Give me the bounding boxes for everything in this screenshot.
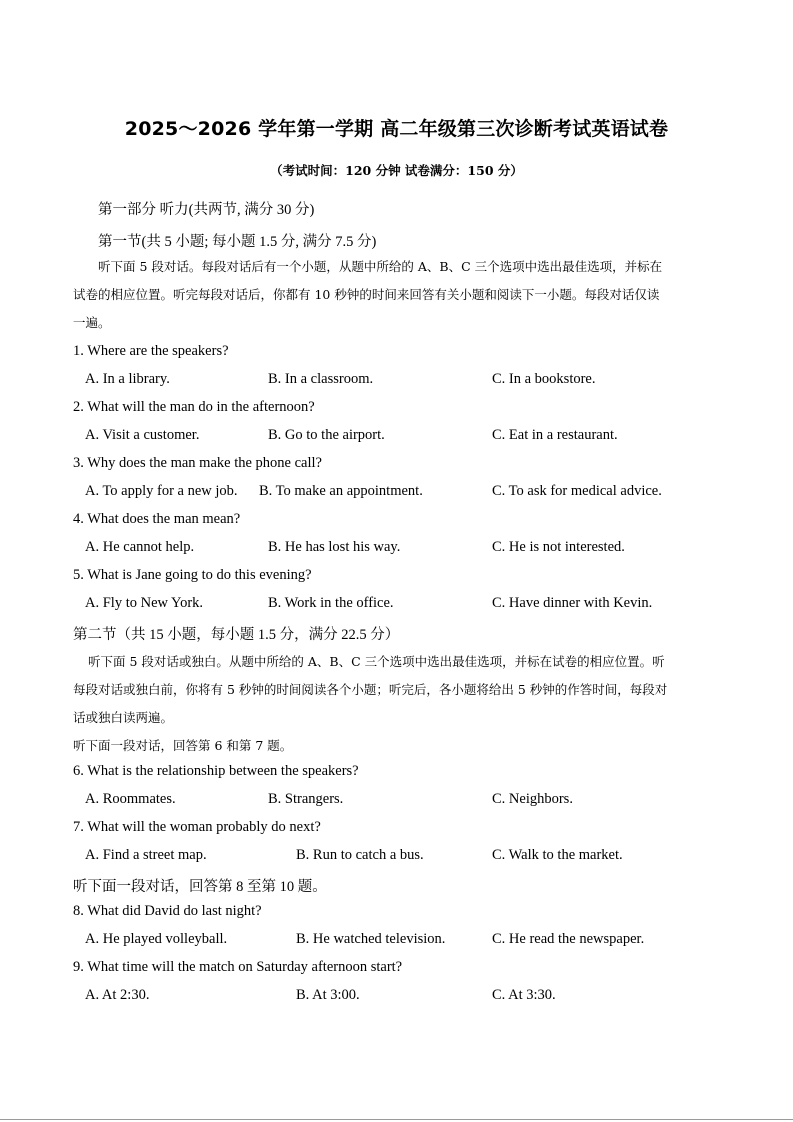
section-1-instruction-line: 试卷的相应位置。听完每段对话后，你都有 10 秒钟的时间来回答有关小题和阅读下一小题。每段对话仅读 bbox=[73, 287, 660, 302]
section-2-instruction-line: 话或独白读两遍。 bbox=[73, 710, 174, 725]
question-9-stem: 9. What time will the match on Saturday afternoon start? bbox=[73, 959, 403, 975]
question-1-option-b: B. In a classroom. bbox=[268, 371, 374, 387]
question-6-option-a: A. Roommates. bbox=[85, 791, 176, 807]
section-1-instruction-line: 听下面 5 段对话。每段对话后有一个小题，从题中所给的 A、B、C 三个选项中选出最佳选项，并标在 bbox=[98, 259, 663, 274]
question-8-option-b: B. He watched television. bbox=[296, 931, 446, 947]
question-8-option-c: C. He read the newspaper. bbox=[492, 931, 645, 947]
section-1-heading: 第一节(共 5 小题; 每小题 1.5 分, 满分 7.5 分) bbox=[98, 234, 377, 250]
question-5-option-a: A. Fly to New York. bbox=[85, 595, 204, 611]
question-9-option-a: A. At 2:30. bbox=[85, 987, 150, 1003]
question-7-option-c: C. Walk to the market. bbox=[492, 847, 623, 863]
question-5-option-c: C. Have dinner with Kevin. bbox=[492, 595, 653, 611]
question-1-option-a: A. In a library. bbox=[85, 371, 170, 387]
question-3-option-a: A. To apply for a new job. bbox=[85, 483, 238, 499]
directive-q8-q10: 听下面一段对话，回答第 8 至第 10 题。 bbox=[73, 879, 327, 895]
section-2-instruction-line: 听下面 5 段对话或独白。从题中所给的 A、B、C 三个选项中选出最佳选项，并标在试卷的相应位置。听 bbox=[88, 654, 665, 669]
question-2-option-a: A. Visit a customer. bbox=[85, 427, 200, 443]
part-1-heading: 第一部分 听力(共两节, 满分 30 分) bbox=[98, 202, 315, 218]
question-4-option-a: A. He cannot help. bbox=[85, 539, 195, 555]
question-1-option-c: C. In a bookstore. bbox=[492, 371, 596, 387]
section-2-instruction-line: 每段对话或独白前，你将有 5 秒钟的时间阅读各个小题；听完后，各小题将给出 5 秒钟的作答时间，每段对 bbox=[73, 682, 668, 697]
exam-subtitle: （考试时间：120 分钟 试卷满分：150 分） bbox=[270, 163, 523, 178]
question-5-option-b: B. Work in the office. bbox=[268, 595, 394, 611]
section-1-instruction-line: 一遍。 bbox=[73, 315, 111, 330]
question-2-stem: 2. What will the man do in the afternoon? bbox=[73, 399, 315, 415]
question-7-option-b: B. Run to catch a bus. bbox=[296, 847, 424, 863]
question-5-stem: 5. What is Jane going to do this evening? bbox=[73, 567, 312, 583]
question-8-stem: 8. What did David do last night? bbox=[73, 903, 262, 919]
exam-title: 2025～2026 学年第一学期 高二年级第三次诊断考试英语试卷 bbox=[124, 118, 669, 140]
directive-q6-q7: 听下面一段对话，回答第 6 和第 7 题。 bbox=[73, 738, 293, 753]
question-7-option-a: A. Find a street map. bbox=[85, 847, 207, 863]
question-2-option-b: B. Go to the airport. bbox=[268, 427, 385, 443]
question-8-option-a: A. He played volleyball. bbox=[85, 931, 228, 947]
question-9-option-b: B. At 3:00. bbox=[296, 987, 360, 1003]
section-2-heading: 第二节（共 15 小题，每小题 1.5 分，满分 22.5 分） bbox=[73, 627, 400, 643]
question-6-option-c: C. Neighbors. bbox=[492, 791, 573, 807]
question-1-stem: 1. Where are the speakers? bbox=[73, 343, 229, 359]
question-3-option-c: C. To ask for medical advice. bbox=[492, 483, 662, 499]
question-4-option-c: C. He is not interested. bbox=[492, 539, 625, 555]
question-9-option-c: C. At 3:30. bbox=[492, 987, 556, 1003]
question-7-stem: 7. What will the woman probably do next? bbox=[73, 819, 321, 835]
question-3-stem: 3. Why does the man make the phone call? bbox=[73, 455, 322, 471]
question-3-option-b: B. To make an appointment. bbox=[259, 483, 423, 499]
page-bottom-divider bbox=[0, 1119, 793, 1120]
question-2-option-c: C. Eat in a restaurant. bbox=[492, 427, 618, 443]
question-4-stem: 4. What does the man mean? bbox=[73, 511, 241, 527]
question-6-option-b: B. Strangers. bbox=[268, 791, 344, 807]
question-4-option-b: B. He has lost his way. bbox=[268, 539, 401, 555]
question-6-stem: 6. What is the relationship between the speakers? bbox=[73, 763, 359, 779]
